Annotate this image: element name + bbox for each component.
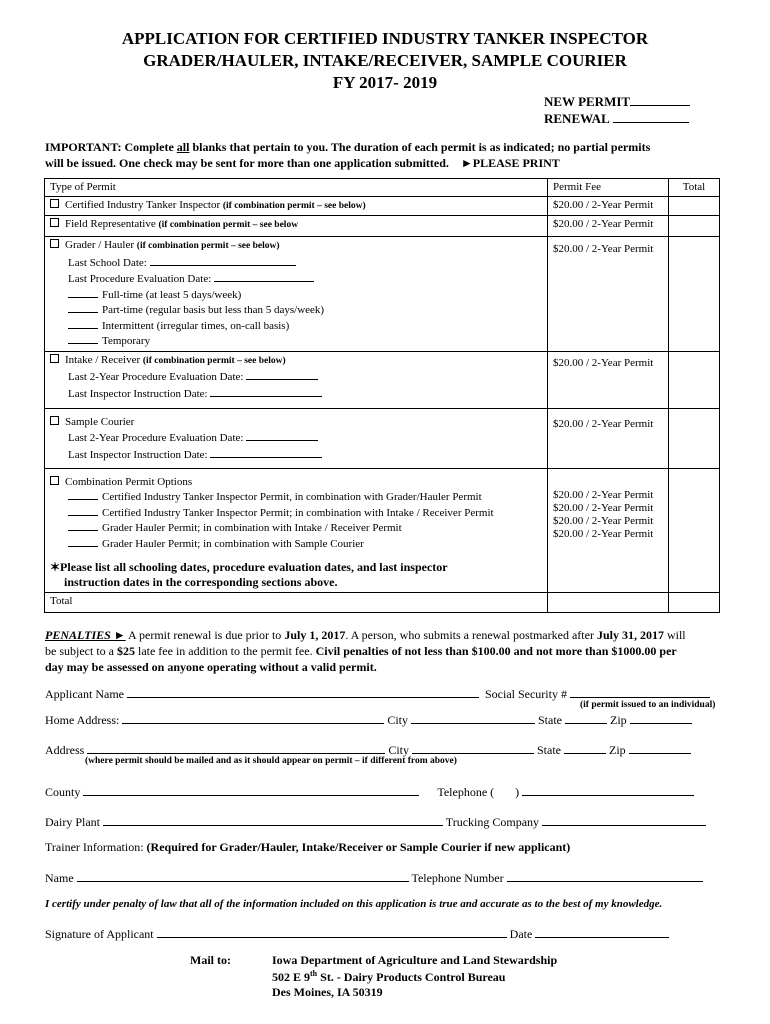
field-rep-note: (if combination permit – see below	[158, 220, 299, 231]
mail-zip-field[interactable]	[629, 742, 691, 754]
courier-fee: $20.00 / 2-Year Permit	[548, 408, 669, 468]
dairy-plant-label: Dairy Plant	[45, 815, 100, 829]
ssn-note: (if permit issued to an individual)	[580, 700, 716, 710]
courier-instr-blank[interactable]	[210, 446, 322, 458]
signature-field[interactable]	[157, 926, 507, 938]
trainer-name-row	[45, 870, 703, 885]
courier-instr-label: Last Inspector Instruction Date:	[68, 448, 211, 461]
home-city-label: City	[387, 713, 408, 727]
row-combo	[45, 468, 720, 593]
grader-total[interactable]	[669, 237, 720, 352]
home-address-field[interactable]	[122, 712, 384, 724]
telephone-label: Telephone (	[437, 785, 495, 799]
new-permit-label: NEW PERMIT	[544, 94, 631, 109]
penalties-heading: PENALTIES ►	[45, 628, 126, 642]
mail-line1: Iowa Department of Agriculture and Land Stewardship	[272, 953, 558, 967]
home-zip-label: Zip	[610, 713, 627, 727]
certify-text: I certify under penalty of law that all of the information included on this application is true and accurate as to the best of my knowledge	[45, 898, 660, 910]
penalties-text1: A permit renewal is due prior to	[125, 628, 285, 642]
important-line1	[45, 140, 650, 154]
penalties-line2	[45, 644, 677, 658]
courier-proc-label: Last 2-Year Procedure Evaluation Date:	[68, 432, 247, 445]
intake-note: (if combination permit – see below)	[142, 355, 286, 366]
trainer-label: Trainer Information:	[45, 840, 147, 854]
row-field-rep	[45, 216, 720, 237]
mail-address-note: (where permit should be mailed and as it should appear on permit – if different from above)	[85, 756, 457, 766]
mail-line2	[272, 969, 505, 984]
important-all: all	[176, 140, 190, 154]
applicant-name-label: Applicant Name	[45, 687, 124, 701]
home-address-label: Home Address:	[45, 713, 120, 727]
grader-school-label: Last School Date:	[68, 256, 150, 269]
mail-zip-label: Zip	[609, 743, 626, 757]
total-value[interactable]	[669, 593, 720, 613]
trainer-name-label: Name	[45, 871, 74, 885]
checkbox-combo[interactable]	[50, 476, 59, 485]
header-fee: Permit Fee	[548, 179, 669, 197]
mail-line2-b: St. - Dairy Products Control Bureau	[317, 970, 506, 984]
ssn-field[interactable]	[570, 686, 710, 698]
combo-opt2: Certified Industry Tanker Inspector Permit; in combination with Intake / Receiver Permit	[102, 506, 494, 519]
penalties-late-fee: $25	[116, 644, 135, 658]
grader-opt-parttime: Part-time (regular basis but less than 5 days/week)	[102, 304, 325, 317]
mail-address-label: Address	[45, 743, 85, 757]
cit-label: Certified Industry Tanker Inspector	[65, 199, 223, 212]
mail-state-field[interactable]	[564, 742, 606, 754]
renewal-row	[544, 111, 689, 127]
mail-city-label: City	[388, 743, 409, 757]
mail-address-field[interactable]	[87, 742, 385, 754]
grader-school-blank[interactable]	[150, 254, 296, 266]
combo-note-1: ✶Please list all schooling dates, procedure evaluation dates, and last inspector	[50, 560, 448, 575]
penalties-text5: late fee in addition to the permit fee.	[134, 644, 316, 658]
grader-opt-fulltime: Full-time (at least 5 days/week)	[102, 288, 242, 301]
grader-note: (if combination permit – see below)	[136, 241, 280, 252]
combo-total[interactable]	[669, 468, 720, 593]
mail-state-label: State	[537, 743, 561, 757]
combo-note-2: instruction dates in the corresponding sections above.	[64, 575, 338, 590]
mail-city-field[interactable]	[412, 742, 534, 754]
temporary-blank[interactable]	[68, 333, 98, 344]
intermittent-blank[interactable]	[68, 318, 98, 329]
combo-fee-1: $20.00 / 2-Year Permit	[553, 488, 654, 501]
intake-instr-label: Last Inspector Instruction Date:	[68, 387, 211, 400]
combo-fee-3: $20.00 / 2-Year Permit	[553, 514, 654, 527]
penalties-civil: Civil penalties of not less than $100.00 and not more than $1000.00 per	[315, 644, 677, 658]
new-permit-row	[544, 94, 690, 110]
mail-line2-sup: th	[310, 969, 318, 978]
trainer-requirement: (Required for Grader/Hauler, Intake/Receiver or Sample Courier if new applicant)	[146, 840, 571, 854]
checkbox-grader[interactable]	[50, 239, 59, 248]
trainer-name-field[interactable]	[77, 870, 409, 882]
mail-line2-a: 502 E 9	[272, 970, 311, 984]
trucking-label: Trucking Company	[445, 815, 540, 829]
intake-fee: $20.00 / 2-Year Permit	[548, 351, 669, 408]
checkbox-field-rep[interactable]	[50, 218, 59, 227]
combo-fee-2: $20.00 / 2-Year Permit	[553, 501, 654, 514]
applicant-name-field[interactable]	[127, 686, 479, 698]
cit-note: (if combination permit – see below)	[222, 201, 366, 212]
courier-total[interactable]	[669, 408, 720, 468]
certify-end: .	[659, 898, 663, 910]
combo-opt3-blank[interactable]	[68, 520, 98, 531]
signature-row	[45, 926, 669, 941]
form-title-line3: FY 2017- 2019	[332, 73, 438, 92]
home-city-field[interactable]	[411, 712, 535, 724]
trainer-phone-label: Telephone Number	[411, 871, 504, 885]
total-fee-cell	[548, 593, 669, 613]
county-row	[45, 784, 694, 799]
row-courier	[45, 408, 720, 468]
ssn-label: Social Security #	[484, 687, 567, 701]
field-rep-total[interactable]	[669, 216, 720, 237]
home-zip-field[interactable]	[630, 712, 692, 724]
signature-label: Signature of Applicant	[45, 927, 154, 941]
mail-to-label: Mail to:	[190, 953, 231, 967]
penalties-text4: be subject to a	[45, 644, 117, 658]
grader-proc-blank[interactable]	[214, 270, 314, 282]
mail-line3: Des Moines, IA 50319	[272, 985, 383, 999]
county-label: County	[45, 785, 81, 799]
dairy-plant-field[interactable]	[103, 814, 443, 826]
grader-opt-intermittent: Intermittent (irregular times, on-call basis)	[102, 319, 290, 332]
penalties-text3: will	[663, 628, 686, 642]
penalties-line3: day may be assessed on anyone operating without a valid permit.	[45, 660, 377, 674]
header-type: Type of Permit	[45, 179, 548, 197]
trucking-field[interactable]	[542, 814, 706, 826]
home-state-field[interactable]	[565, 712, 607, 724]
important-lead: IMPORTANT: Complete	[45, 140, 177, 154]
grader-proc-label: Last Procedure Evaluation Date:	[68, 273, 215, 286]
trainer-phone-field[interactable]	[507, 870, 703, 882]
cit-fee: $20.00 / 2-Year Permit	[548, 197, 669, 216]
telephone-paren: )	[515, 785, 520, 799]
penalties-text2: . A person, who submits a renewal postmarked after	[345, 628, 597, 642]
combo-fee-4: $20.00 / 2-Year Permit	[553, 527, 654, 540]
important-line2	[45, 156, 560, 170]
home-state-label: State	[538, 713, 562, 727]
header-total: Total	[669, 179, 720, 197]
grader-fee: $20.00 / 2-Year Permit	[548, 237, 669, 352]
combo-opt3: Grader Hauler Permit; in combination with Intake / Receiver Permit	[102, 522, 402, 535]
penalties-date2: July 31, 2017	[596, 628, 664, 642]
field-rep-label: Field Representative	[65, 218, 159, 231]
penalties-line1	[45, 628, 686, 642]
combo-opt4-blank[interactable]	[68, 536, 98, 547]
permit-table	[44, 178, 720, 613]
combo-opt4: Grader Hauler Permit; in combination with Sample Courier	[102, 537, 364, 550]
form-title-line1: APPLICATION FOR CERTIFIED INDUSTRY TANKER INSPECTOR	[121, 29, 649, 48]
checkbox-courier[interactable]	[50, 416, 59, 425]
combo-opt2-blank[interactable]	[68, 505, 98, 516]
signature-date-label: Date	[509, 927, 533, 941]
intake-proc-blank[interactable]	[246, 368, 318, 380]
field-rep-fee: $20.00 / 2-Year Permit	[548, 216, 669, 237]
renewal-blank[interactable]	[613, 111, 689, 123]
please-print: ►PLEASE PRINT	[460, 156, 560, 170]
important-line2-text: will be issued. One check may be sent for more than one application submitted.	[45, 156, 449, 170]
intake-label: Intake / Receiver	[65, 353, 143, 366]
fulltime-blank[interactable]	[68, 287, 98, 298]
trainer-row	[45, 840, 570, 854]
important-rest: blanks that pertain to you. The duration of each permit is as indicated; no partial permits	[189, 140, 651, 154]
form-title-line2: GRADER/HAULER, INTAKE/RECEIVER, SAMPLE COURIER	[143, 51, 627, 70]
combo-label: Combination Permit Options	[65, 475, 193, 488]
renewal-label: RENEWAL	[544, 111, 610, 126]
courier-proc-blank[interactable]	[246, 429, 318, 441]
row-cit	[45, 197, 720, 216]
new-permit-blank[interactable]	[630, 94, 690, 106]
courier-label: Sample Courier	[65, 415, 135, 428]
cit-total[interactable]	[669, 197, 720, 216]
intake-instr-blank[interactable]	[210, 385, 322, 397]
county-field[interactable]	[83, 784, 419, 796]
combo-opt1: Certified Industry Tanker Inspector Permit, in combination with Grader/Hauler Permit	[102, 491, 482, 504]
certification-statement	[45, 898, 662, 911]
parttime-blank[interactable]	[68, 302, 98, 313]
row-grader	[45, 237, 720, 352]
combo-opt1-blank[interactable]	[68, 489, 98, 500]
penalties-date1: July 1, 2017	[284, 628, 346, 642]
total-label: Total	[45, 593, 548, 613]
dairy-row	[45, 814, 706, 829]
intake-proc-label: Last 2-Year Procedure Evaluation Date:	[68, 371, 247, 384]
home-address-row	[45, 712, 692, 727]
checkbox-cit[interactable]	[50, 199, 59, 208]
checkbox-intake[interactable]	[50, 354, 59, 363]
telephone-field[interactable]	[522, 784, 694, 796]
intake-total[interactable]	[669, 351, 720, 408]
row-intake	[45, 351, 720, 408]
grader-opt-temporary: Temporary	[102, 335, 151, 348]
signature-date-field[interactable]	[535, 926, 669, 938]
row-total	[45, 593, 720, 613]
grader-label: Grader / Hauler	[65, 239, 137, 252]
